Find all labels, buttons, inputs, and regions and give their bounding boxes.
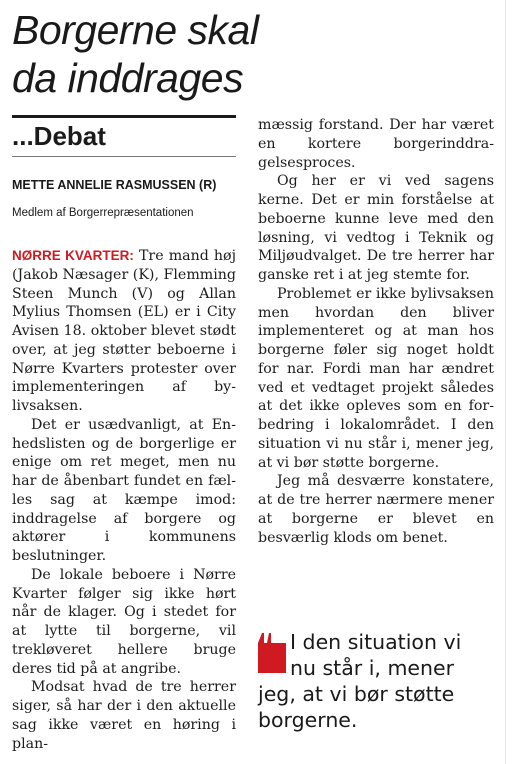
author-name: METTE ANNELIE RASMUSSEN (R) — [12, 178, 217, 192]
section-rule-top — [12, 115, 236, 118]
pull-quote-line: jeg, at vi bør støtte — [258, 682, 455, 706]
article-column-1 — [12, 247, 236, 753]
article-paragraph — [12, 247, 236, 416]
headline — [12, 6, 260, 102]
article-paragraph: Jeg må desværre konstatere, at de tre herrer nærmere mener at borgerne er blevet en besværlig klods om benet. — [258, 473, 494, 546]
article-paragraph: Modsat hvad de tre herrer siger, så har der i den aktuelle sag ikke været en høring i plan- — [12, 679, 236, 752]
article-paragraph: mæssig forstand. Der har været en kortere borgerinddragelsesproces. — [258, 117, 494, 171]
headline-line-2: da inddrages — [12, 55, 244, 101]
author-role: Medlem af Borgerrepræsentationen — [12, 207, 194, 219]
pull-quote-line: I den situation vi — [290, 630, 462, 654]
pull-quote-line: nu står i, mener — [290, 656, 455, 680]
article-paragraph: De lokale beboere i Nørre Kvarter følger sig ikke hørt når de klager. Og i stedet for at lytte til borgerne, vil trekløveret hellere bruge deres tid på at angribe. — [12, 566, 236, 677]
article-paragraph: Problemet er ikke bylivsaksen men hvordan den bliver implementeret og at man hos borgerne føler sig noget holdt for nar. Fordi man har ændret ved et vedtaget projekt således at det ikke opleves som en forbedring i lokalområdet. I den situation vi nu står i, mener jeg, at vi bør støtte borgerne. — [258, 285, 494, 471]
headline-line-1: Borgerne skal — [12, 7, 259, 53]
article-column-2 — [258, 116, 494, 547]
lead-text: Tre mand høj (Jakob Næsager (K), Flemming Steen Munch (V) og Allan Mylius Thomsen (EL) er i City Avisen 18. oktober blevet stødt over, at jeg støtter beboerne i Nørre Kvarters protester over implementeringen af bylivsaksen. — [12, 248, 237, 414]
article-paragraph: Det er usædvanligt, at Enhedslisten og de borgerlige er enige om ret meget, men nu har de åbenbart fundet en fælles sag at kæmpe imod: inddragelse af borgere og aktører i kommunens beslutninger. — [12, 416, 236, 564]
pull-quote — [258, 629, 498, 733]
page-edge-rule — [505, 0, 506, 764]
section-label: ...Debat — [12, 121, 106, 151]
quote-mark-icon — [258, 633, 286, 673]
section-rule-bottom — [12, 156, 236, 157]
article-paragraph: Og her er vi ved sagens kerne. Det er min forståelse at beboerne kunne leve med den løsning, vi vedtog i Teknik og Miljøudvalget. De tre herrer har ganske ret i at jeg stemte for. — [258, 173, 494, 283]
pull-quote-line: borgerne. — [258, 708, 358, 732]
kicker: NØRRE KVARTER: — [12, 248, 134, 263]
